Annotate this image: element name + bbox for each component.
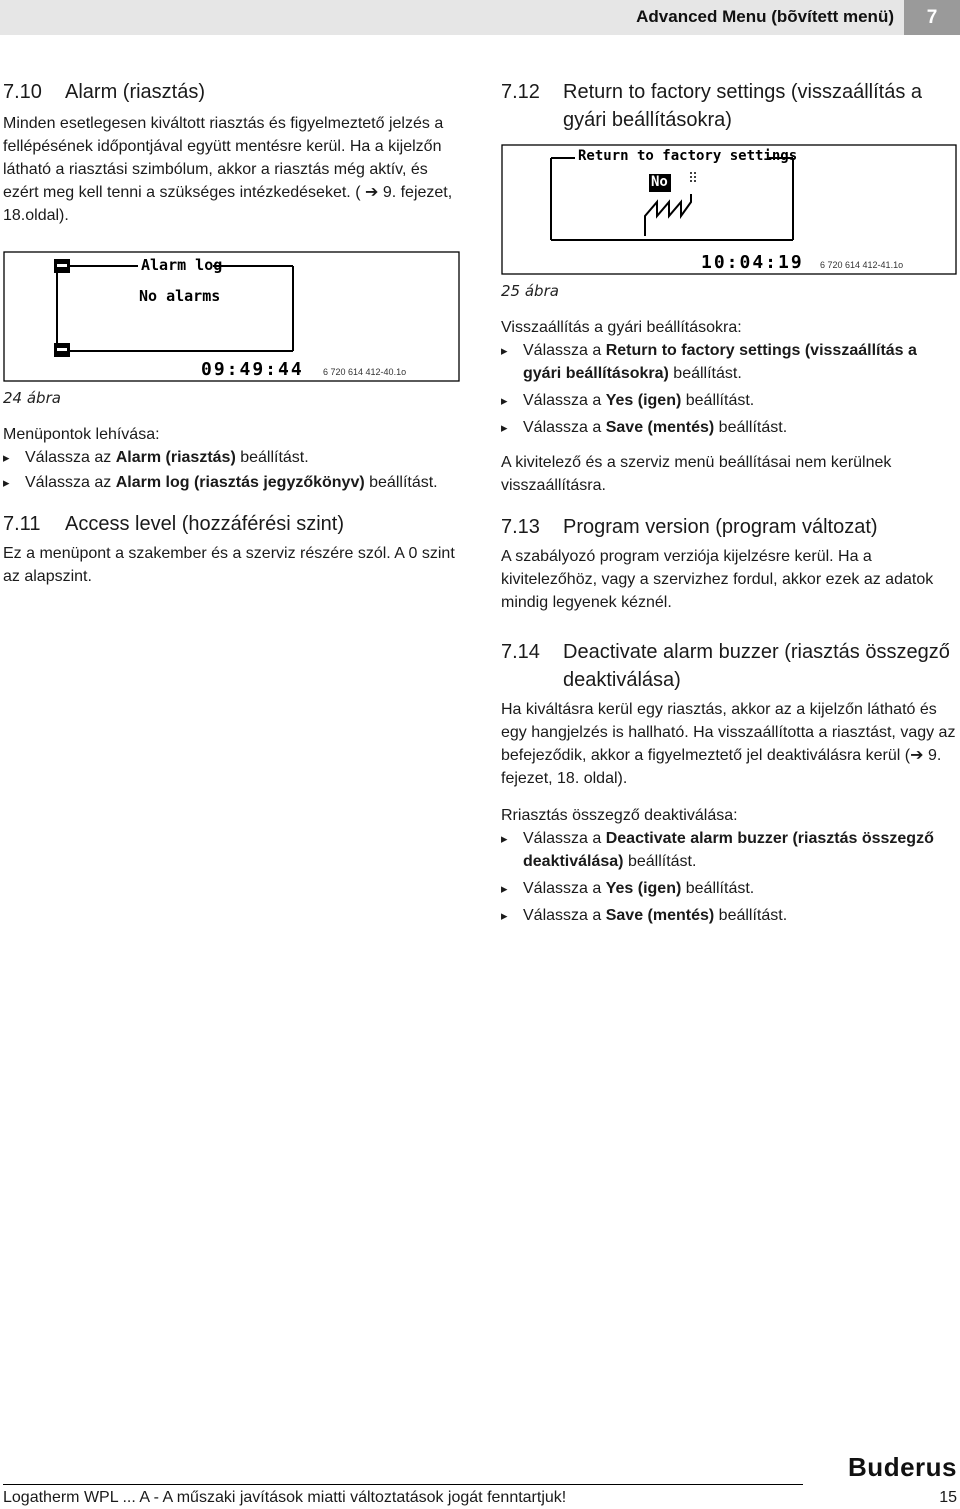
step-item: ▸ Válassza a Save (mentés) beállítást.	[501, 904, 956, 927]
screen-title: Return to factory settings	[578, 148, 798, 164]
screen-title: Alarm log	[141, 256, 223, 274]
menu-intro: Menüpontok lehívása:	[3, 426, 160, 443]
section-title: Alarm (riasztás)	[65, 81, 206, 103]
section-7-14-heading	[501, 638, 956, 694]
step-item: ▸ Válassza a Save (mentés) beállítást.	[501, 416, 956, 439]
section-7-11-paragraph: Ez a menüpont a szakember és a szerviz részére szól. A 0 szint az alapszint.	[3, 545, 455, 585]
header-title: Advanced Menu (bõvített menü)	[636, 7, 894, 26]
section-7-13-paragraph: A szabályozó program verziója kijelzésre kerül. Ha a kivitelezőhöz, vagy a szervizhez fordul, akkor ezek az adatok mindig legyenek kéznél.	[501, 548, 934, 611]
screen-message: No alarms	[139, 287, 221, 305]
page-number: 15	[939, 1489, 957, 1506]
section-7-14-intro: Rriasztás összegző deaktiválása:	[501, 807, 738, 824]
right-column	[501, 78, 956, 927]
section-number: 7.11	[3, 513, 41, 535]
screen-time: 10:04:19	[701, 252, 804, 273]
section-number: 7.13	[501, 516, 540, 538]
step-item: ▸ Válassza a Yes (igen) beállítást.	[501, 877, 956, 900]
screen-time: 09:49:44	[201, 359, 304, 380]
section-7-13-heading	[501, 513, 956, 541]
section-7-12-heading	[501, 78, 956, 134]
section-7-12-steps	[501, 339, 956, 439]
buderus-logo: Buderus	[848, 1452, 957, 1482]
step-item: ▸ Válassza az Alarm (riasztás) beállítást.	[3, 446, 463, 469]
figure-25-caption: 25 ábra	[501, 282, 559, 300]
section-number: 7.12	[501, 81, 540, 103]
figure-24-caption: 24 ábra	[3, 389, 61, 407]
figure-24	[3, 251, 463, 383]
chapter-number: 7	[904, 0, 960, 35]
section-title: Access level (hozzáférési szint)	[65, 513, 344, 535]
section-7-10-paragraph: Minden esetlegesen kiváltott riasztás és figyelmeztető jelzés a fellépésének időpontjával együtt mentésre kerül. Ha a kijelzőn látható a riasztási szimbólum, akkor a riasztás még aktív, és ezért meg kell tenni a szükséges intézkedéseket. ( ➔ 9. fejezet, 18.oldal).	[3, 115, 453, 224]
step-item: ▸ Válassza a Deactivate alarm buzzer (riasztás összegző deaktiválása) beállítást.	[501, 827, 956, 873]
section-7-11-heading	[3, 510, 463, 538]
section-number: 7.10	[3, 81, 42, 103]
step-item: ▸ Válassza a Yes (igen) beállítást.	[501, 389, 956, 412]
section-title: Return to factory settings (visszaállítás a gyári beállításokra)	[563, 81, 923, 131]
footer-rule	[3, 1484, 803, 1485]
section-7-14-paragraph: Ha kiváltásra kerül egy riasztás, akkor az a kijelzőn látható és egy hangjelzés is hallható. Ha visszaállította a riasztást, vagy az befejeződik, akkor a figyelmeztető jel deaktiválásra kerül (➔ 9. fejezet, 18. oldal).	[501, 701, 956, 787]
figure-code: 6 720 614 412-40.1o	[323, 367, 407, 377]
section-7-10-heading	[3, 78, 463, 106]
factory-icon	[645, 194, 691, 236]
figure-25	[501, 144, 956, 276]
step-item: ▸ Válassza a Return to factory settings (visszaállítás a gyári beállításokra) beállítást.	[501, 339, 956, 385]
figure-code: 6 720 614 412-41.1o	[820, 260, 904, 270]
screen-value: No	[651, 174, 668, 190]
section-7-10-steps	[3, 446, 463, 494]
step-item: ▸ Válassza az Alarm log (riasztás jegyzőkönyv) beállítást.	[3, 471, 463, 494]
section-title: Deactivate alarm buzzer (riasztás összegző deaktiválása)	[563, 641, 950, 691]
section-7-14-steps	[501, 827, 956, 927]
section-title: Program version (program változat)	[563, 516, 878, 538]
section-7-12-intro: Visszaállítás a gyári beállításokra:	[501, 319, 742, 336]
left-column	[3, 78, 463, 588]
page-header	[0, 0, 960, 37]
section-number: 7.14	[501, 641, 540, 663]
footer-text: Logatherm WPL ... A - A műszaki javítások miatti változtatások jogát fenntartjuk!	[3, 1489, 567, 1506]
section-7-12-note: A kivitelező és a szerviz menü beállításai nem kerülnek visszaállításra.	[501, 454, 892, 494]
